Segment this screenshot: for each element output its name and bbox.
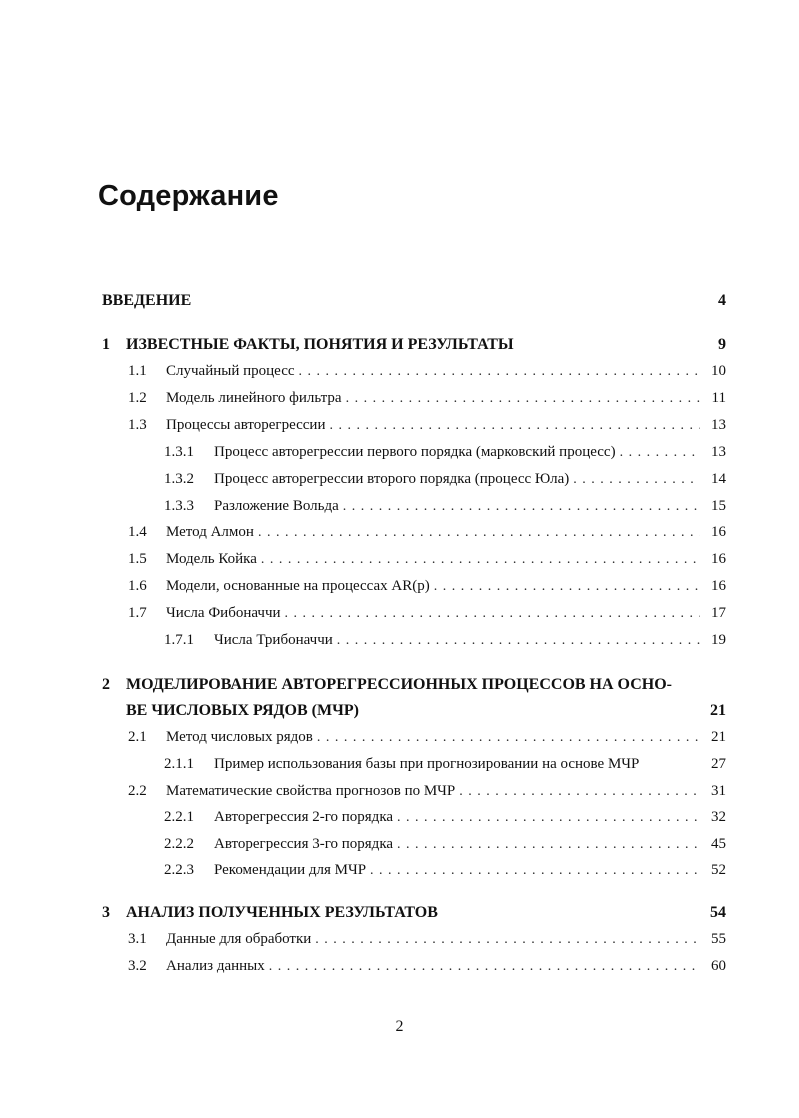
toc-entry-title: Модель Койка — [166, 551, 257, 567]
toc-entry-section[interactable] — [102, 390, 726, 412]
toc-entry-number: 2.2.2 — [164, 836, 194, 852]
toc-entry-title: ИЗВЕСТНЫЕ ФАКТЫ, ПОНЯТИЯ И РЕЗУЛЬТАТЫ — [126, 336, 514, 353]
toc-entry-title: Модели, основанные на процессах AR(p) — [166, 578, 430, 594]
toc-entry-title: Метод числовых рядов — [166, 729, 313, 745]
toc-entry-page: 17 — [711, 605, 726, 621]
page-number: 2 — [395, 1018, 404, 1035]
dot-leader — [393, 837, 700, 853]
toc-entry-section[interactable] — [102, 578, 726, 600]
toc-entry-title: МОДЕЛИРОВАНИЕ АВТОРЕГРЕССИОННЫХ ПРОЦЕССОВ НА ОСНО- — [126, 676, 672, 693]
toc-entry-page: 16 — [711, 578, 726, 594]
toc-entry-subsection[interactable] — [102, 756, 726, 778]
toc-entry-title: Разложение Вольда — [214, 498, 339, 514]
toc-entry-number: 1.2 — [128, 390, 147, 406]
toc-entry-title: Авторегрессия 2-го порядка — [214, 809, 394, 825]
toc-entry-number: 3.2 — [128, 958, 147, 974]
toc-entry-chapter-3[interactable] — [102, 904, 726, 926]
toc-entry-title: Числа Фибоначчи — [166, 605, 281, 621]
toc-entry-page: 11 — [711, 390, 726, 406]
toc-entry-title: Модель линейного фильтра — [166, 390, 342, 406]
toc-entry-section[interactable] — [102, 551, 726, 573]
toc-entry-page: 55 — [711, 931, 726, 947]
dot-leader — [333, 633, 700, 649]
toc-entry-title: Метод Алмон — [166, 524, 254, 540]
toc-entry-page: 9 — [718, 336, 726, 353]
toc-entry-title: Данные для обработки — [166, 931, 312, 947]
toc-entry-chapter-2[interactable] — [102, 676, 726, 698]
dot-leader — [455, 784, 700, 800]
toc-entry-title: Процесс авторегрессии второго порядка (процесс Юла) — [214, 471, 570, 487]
toc-entry-number: 3 — [102, 904, 110, 921]
toc-entry-title: Авторегрессия 3-го порядка — [214, 836, 394, 852]
toc-entry-number: 1.3 — [128, 417, 147, 433]
toc-entry-page: 15 — [711, 498, 726, 514]
toc-entry-number: 1.1 — [128, 363, 147, 379]
toc-entry-page: 16 — [711, 551, 726, 567]
toc-entry-page: 14 — [711, 471, 726, 487]
toc-entry-subsection[interactable] — [102, 836, 726, 858]
table-of-contents — [102, 0, 726, 1118]
toc-entry-section[interactable] — [102, 524, 726, 546]
toc-entry-subsection[interactable] — [102, 498, 726, 520]
toc-entry-subsection[interactable] — [102, 862, 726, 884]
dot-leader — [311, 932, 700, 948]
dot-leader — [342, 391, 700, 407]
toc-entry-page: 31 — [711, 783, 726, 799]
toc-entry-title: Числа Трибоначчи — [214, 632, 333, 648]
toc-entry-title: Случайный процесс — [166, 363, 295, 379]
dot-leader — [569, 472, 700, 488]
toc-entry-subsection[interactable] — [102, 632, 726, 654]
toc-entry-page: 54 — [710, 904, 726, 921]
toc-entry-number: 2.2.3 — [164, 862, 194, 878]
toc-entry-section[interactable] — [102, 417, 726, 439]
toc-entry-title: Математические свойства прогнозов по МЧР — [166, 783, 456, 799]
toc-entry-number: 1 — [102, 336, 110, 353]
toc-entry-chapter-1[interactable] — [102, 336, 726, 358]
toc-entry-number: 1.3.1 — [164, 444, 194, 460]
toc-entry-number: 1.7 — [128, 605, 147, 621]
toc-entry-title: АНАЛИЗ ПОЛУЧЕННЫХ РЕЗУЛЬТАТОВ — [126, 904, 438, 921]
toc-entry-page: 21 — [711, 729, 726, 745]
dot-leader — [393, 810, 700, 826]
toc-entry-page: 13 — [711, 444, 726, 460]
dot-leader — [254, 525, 700, 541]
toc-entry-number: 1.6 — [128, 578, 147, 594]
toc-entry-number: 2.2 — [128, 783, 147, 799]
toc-entry-page: 60 — [711, 958, 726, 974]
dot-leader — [325, 418, 700, 434]
toc-entry-number: 3.1 — [128, 931, 147, 947]
dot-leader — [616, 445, 700, 461]
dot-leader — [281, 606, 700, 622]
toc-entry-section[interactable] — [102, 363, 726, 385]
toc-entry-page: 4 — [718, 292, 726, 309]
dot-leader — [430, 579, 700, 595]
toc-entry-number: 1.3.3 — [164, 498, 194, 514]
toc-entry-title: ВВЕДЕНИЕ — [102, 292, 192, 309]
dot-leader — [339, 499, 700, 515]
toc-entry-subsection[interactable] — [102, 809, 726, 831]
toc-entry-section[interactable] — [102, 783, 726, 805]
toc-entry-number: 1.3.2 — [164, 471, 194, 487]
toc-entry-section[interactable] — [102, 931, 726, 953]
toc-entry-number: 2.2.1 — [164, 809, 194, 825]
toc-entry-page: 21 — [710, 702, 726, 719]
toc-entry-title: Процессы авторегрессии — [166, 417, 326, 433]
toc-entry-number: 2 — [102, 676, 110, 693]
toc-entry-title: Рекомендации для МЧР — [214, 862, 367, 878]
toc-entry-page: 19 — [711, 632, 726, 648]
toc-entry-section[interactable] — [102, 958, 726, 980]
toc-entry-subsection[interactable] — [102, 471, 726, 493]
toc-entry-number: 1.7.1 — [164, 632, 194, 648]
toc-entry-page: 52 — [711, 862, 726, 878]
dot-leader — [265, 959, 700, 975]
toc-entry-introduction[interactable] — [102, 292, 726, 314]
toc-entry-chapter-2-continued[interactable] — [102, 702, 726, 724]
dot-leader — [313, 730, 700, 746]
dot-leader — [366, 863, 700, 879]
toc-entry-section[interactable] — [102, 729, 726, 751]
toc-entry-number: 2.1.1 — [164, 756, 194, 772]
dot-leader — [257, 552, 700, 568]
toc-entry-page: 32 — [711, 809, 726, 825]
toc-entry-subsection[interactable] — [102, 444, 726, 466]
toc-entry-number: 2.1 — [128, 729, 147, 745]
toc-entry-section[interactable] — [102, 605, 726, 627]
page-title: Содержание — [98, 180, 279, 212]
toc-entry-title: Процесс авторегрессии первого порядка (марковский процесс) — [214, 444, 616, 460]
toc-entry-title: Анализ данных — [166, 958, 265, 974]
toc-entry-page: 45 — [711, 836, 726, 852]
toc-entry-page: 13 — [711, 417, 726, 433]
dot-leader — [295, 364, 700, 380]
toc-entry-page: 27 — [711, 756, 726, 772]
toc-entry-number: 1.4 — [128, 524, 147, 540]
toc-entry-title: ВЕ ЧИСЛОВЫХ РЯДОВ (МЧР) — [126, 702, 359, 719]
toc-entry-page: 16 — [711, 524, 726, 540]
toc-entry-title: Пример использования базы при прогнозировании на основе МЧР — [214, 756, 640, 772]
toc-entry-number: 1.5 — [128, 551, 147, 567]
toc-entry-page: 10 — [711, 363, 726, 379]
